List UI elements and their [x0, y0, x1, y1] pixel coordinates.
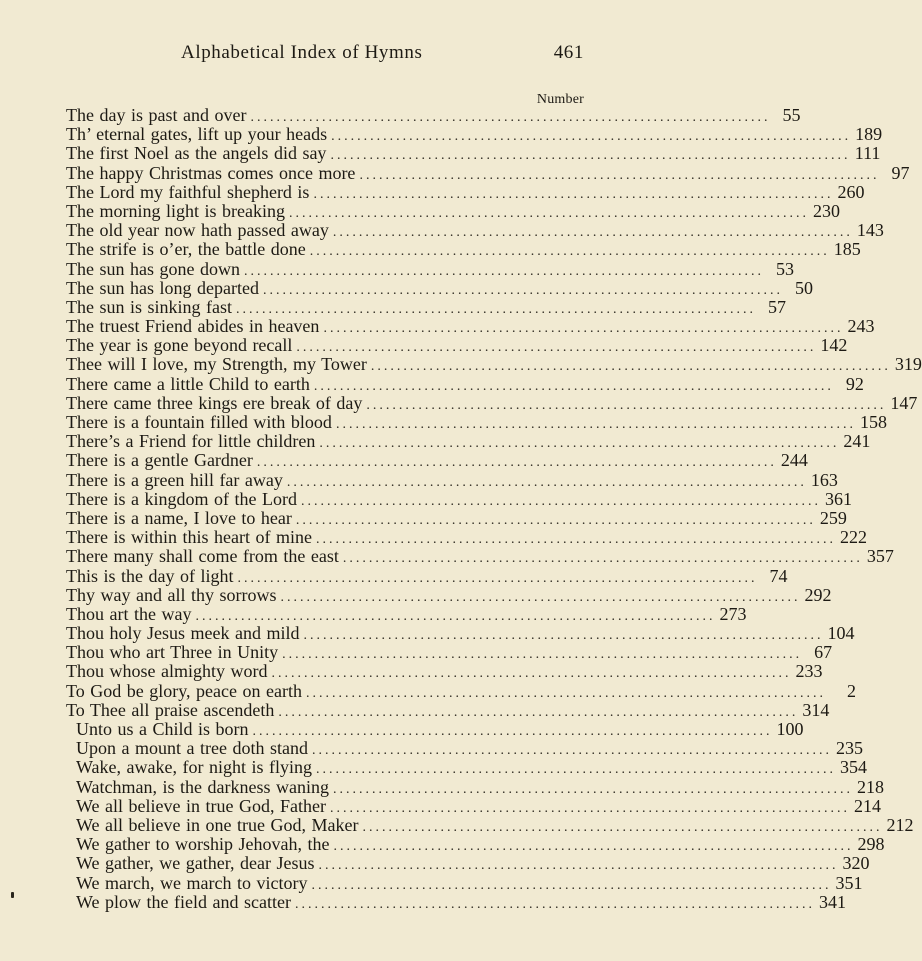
hymn-number: 243: [847, 316, 875, 337]
hymn-title: To Thee all praise ascendeth: [66, 699, 275, 720]
hymn-title: Thou who art Three in Unity: [66, 642, 279, 663]
hymn-title: The day is past and over: [66, 105, 247, 125]
hymn-number: 158: [859, 412, 887, 432]
dot-leader: ................................................................................: [318, 858, 839, 874]
dot-leader: ................................................................................: [359, 167, 880, 183]
hymn-number: 298: [857, 834, 885, 855]
index-entry: [66, 162, 910, 183]
hymn-number: 104: [827, 623, 855, 644]
index-entry: [66, 853, 870, 874]
dot-leader: ................................................................................: [329, 800, 850, 816]
index-entry: [66, 757, 867, 778]
dot-leader: ................................................................................: [195, 608, 716, 624]
dot-leader: ................................................................................: [288, 205, 809, 221]
index-entry: [66, 316, 875, 337]
hymn-title: The Lord my faithful shepherd is: [66, 181, 310, 202]
hymn-number: 241: [843, 431, 871, 452]
hymn-title: Wake, awake, for night is flying: [76, 757, 312, 778]
dot-leader: ................................................................................: [296, 340, 817, 356]
dot-leader: ................................................................................: [335, 417, 856, 432]
dot-leader: ................................................................................: [332, 225, 853, 241]
hymn-number: 212: [886, 814, 914, 835]
index-entry: [66, 872, 863, 893]
index-entry: [66, 699, 830, 720]
dot-leader: ................................................................................: [330, 148, 851, 164]
dot-leader: ................................................................................: [295, 512, 816, 528]
index-entry: [66, 814, 914, 835]
dot-leader: ................................................................................: [271, 666, 792, 682]
hymn-number: 147: [890, 392, 918, 413]
hymn-number: 222: [839, 527, 867, 548]
hymn-number: 361: [824, 488, 852, 509]
hymn-title: Th’ eternal gates, lift up your heads: [66, 124, 328, 145]
index-entry: [66, 834, 885, 855]
hymn-title: We all believe in true God, Father: [76, 795, 326, 816]
hymn-title: There many shall come from the east: [66, 546, 339, 567]
dot-leader: ................................................................................: [323, 321, 844, 337]
dot-leader: ................................................................................: [262, 282, 783, 298]
index-entry: [66, 642, 833, 663]
hymn-title: There’s a Friend for little children: [66, 431, 316, 452]
hymn-title: The happy Christmas comes once more: [66, 162, 356, 183]
index-entry: [66, 680, 856, 701]
hymn-title: The truest Friend abides in heaven: [66, 316, 320, 337]
hymn-number: 260: [837, 181, 865, 202]
hymn-number: 67: [814, 642, 833, 663]
dot-leader: ................................................................................: [252, 724, 773, 739]
running-title: Alphabetical Index of Hymns: [181, 42, 423, 63]
hymn-number: 100: [776, 719, 804, 739]
dot-leader: ................................................................................: [294, 896, 815, 912]
hymn-number: 74: [769, 565, 788, 586]
hymn-number: 292: [804, 584, 832, 605]
hymn-number: 235: [835, 738, 863, 759]
hymn-title: Thou holy Jesus meek and mild: [66, 623, 300, 644]
dot-leader: ................................................................................: [370, 359, 891, 375]
index-entry: [66, 603, 747, 624]
dot-leader: ................................................................................: [311, 877, 832, 893]
hymn-title: The sun has gone down: [66, 258, 240, 279]
hymn-number: 320: [842, 853, 870, 874]
index-entry: [66, 431, 871, 452]
hymn-title: Thy way and all thy sorrows: [66, 584, 277, 605]
hymn-title: There came a little Child to earth: [66, 373, 310, 394]
hymn-title: Thou whose almighty word: [66, 661, 268, 682]
index-entry: [66, 623, 855, 644]
hymn-title: There is a kingdom of the Lord: [66, 488, 297, 509]
dot-leader: ................................................................................: [311, 743, 832, 759]
index-entry: [66, 258, 794, 279]
hymn-title: The first Noel as the angels did say: [66, 143, 327, 164]
index-entry: [66, 143, 881, 164]
hymn-title: We all believe in one true God, Maker: [76, 814, 359, 835]
ink-speck: [11, 892, 14, 898]
hymn-number: 244: [780, 450, 808, 471]
hymn-number: 319: [894, 354, 922, 375]
hymn-number: 142: [820, 335, 848, 356]
hymn-title: Watchman, is the darkness waning: [76, 776, 329, 797]
hymn-number: 185: [833, 239, 861, 260]
hymn-number: 53: [775, 258, 794, 279]
hymn-number: 97: [891, 162, 910, 183]
dot-leader: ................................................................................: [309, 244, 830, 260]
hymn-number: 233: [795, 661, 823, 682]
dot-leader: ................................................................................: [303, 628, 824, 644]
hymn-title: The sun has long departed: [66, 277, 259, 298]
dot-leader: ................................................................................: [342, 551, 863, 567]
dot-leader: ................................................................................: [300, 493, 821, 509]
hymn-title: To God be glory, peace on earth: [66, 680, 302, 701]
hymn-title: Thee will I love, my Strength, my Tower: [66, 354, 367, 375]
hymn-title: The morning light is breaking: [66, 200, 285, 221]
index-entry: [66, 412, 887, 432]
dot-leader: ................................................................................: [366, 397, 887, 413]
hymn-title: This is the day of light: [66, 565, 234, 586]
hymn-number: 92: [845, 373, 864, 394]
hymn-number: 214: [853, 795, 881, 816]
dot-leader: ................................................................................: [250, 110, 771, 125]
hymn-number: 259: [819, 507, 847, 528]
dot-leader: ................................................................................: [305, 685, 826, 701]
hymn-number: 218: [857, 776, 884, 797]
dot-leader: ................................................................................: [237, 570, 758, 586]
index-entry: [66, 373, 864, 394]
hymn-title: The year is gone beyond recall: [66, 335, 293, 356]
number-column-label: Number: [536, 92, 584, 107]
index-entry: [66, 105, 801, 125]
index-entry: [66, 277, 813, 298]
dot-leader: ................................................................................: [362, 819, 883, 835]
index-entry: [66, 738, 863, 759]
dot-leader: ................................................................................: [286, 474, 807, 490]
index-entry: [66, 546, 894, 567]
hymn-title: There is a gentle Gardner: [66, 450, 253, 471]
dot-leader: ................................................................................: [282, 647, 803, 663]
hymn-title: Thou art the way: [66, 603, 192, 624]
hymn-title: We gather, we gather, dear Jesus: [76, 853, 315, 874]
index-entry: [66, 719, 804, 739]
hymn-title: There came three kings ere break of day: [66, 392, 363, 413]
dot-leader: ................................................................................: [316, 762, 836, 778]
hymn-title: There is a fountain filled with blood: [66, 412, 332, 432]
index-entry: [66, 469, 838, 490]
index-entry: [66, 891, 846, 912]
hymn-number: 273: [719, 603, 747, 624]
hymn-number: 143: [856, 220, 884, 241]
index-entry: [66, 565, 788, 586]
dot-leader: ................................................................................: [313, 378, 834, 394]
index-entry: [66, 220, 884, 241]
hymn-number: 50: [794, 277, 813, 298]
hymn-number: 341: [818, 891, 846, 912]
hymn-number: 189: [855, 124, 883, 145]
index-entry: [66, 584, 832, 605]
hymn-number: 351: [835, 872, 863, 893]
dot-leader: ................................................................................: [315, 532, 836, 548]
hymn-number: 57: [768, 296, 786, 317]
hymn-title: There is a green hill far away: [66, 469, 283, 490]
index-entry: [66, 450, 808, 471]
dot-leader: ................................................................................: [256, 455, 777, 471]
index-entry: [66, 488, 852, 509]
index-entry: [66, 392, 918, 413]
index-entry: [66, 296, 786, 317]
hymn-title: Upon a mount a tree doth stand: [76, 738, 308, 759]
hymn-number: 357: [866, 546, 894, 567]
dot-leader: ................................................................................: [278, 704, 799, 720]
index-entry: [66, 661, 823, 682]
dot-leader: ................................................................................: [280, 589, 801, 605]
index-entry: [66, 335, 848, 356]
hymn-number: 354: [840, 757, 867, 778]
hymn-number: 55: [782, 105, 801, 125]
dot-leader: ................................................................................: [331, 129, 852, 145]
dot-leader: ................................................................................: [313, 186, 834, 202]
hymn-number: 314: [802, 699, 830, 720]
hymn-title: The sun is sinking fast: [66, 296, 232, 317]
dot-leader: ................................................................................: [333, 781, 853, 797]
hymn-index-list: [66, 105, 922, 912]
hymn-title: We plow the field and scatter: [76, 891, 291, 912]
hymn-title: There is within this heart of mine: [66, 527, 312, 548]
dot-leader: ................................................................................: [236, 301, 756, 317]
hymn-title: We march, we march to victory: [76, 872, 308, 893]
index-entry: [66, 795, 881, 816]
hymn-title: The strife is o’er, the battle done: [66, 239, 306, 260]
index-entry: [66, 200, 840, 221]
hymn-title: We gather to worship Jehovah, the: [76, 834, 330, 855]
index-entry: [66, 507, 847, 528]
hymn-number: 163: [810, 469, 838, 490]
index-entry: [66, 776, 884, 797]
hymn-number: 230: [812, 200, 840, 221]
hymn-title: Unto us a Child is born: [76, 719, 249, 739]
hymn-title: The old year now hath passed away: [66, 220, 329, 241]
hymn-title: There is a name, I love to hear: [66, 507, 292, 528]
index-entry: [66, 239, 861, 260]
index-entry: [66, 527, 867, 548]
hymn-number: 111: [854, 143, 881, 164]
hymn-number: 2: [846, 680, 856, 701]
dot-leader: ................................................................................: [319, 436, 840, 452]
page-number: 461: [553, 42, 584, 63]
index-entry: [66, 181, 865, 202]
dot-leader: ................................................................................: [243, 263, 764, 279]
index-entry: [66, 354, 922, 375]
dot-leader: ................................................................................: [333, 839, 854, 855]
index-entry: [66, 124, 883, 145]
